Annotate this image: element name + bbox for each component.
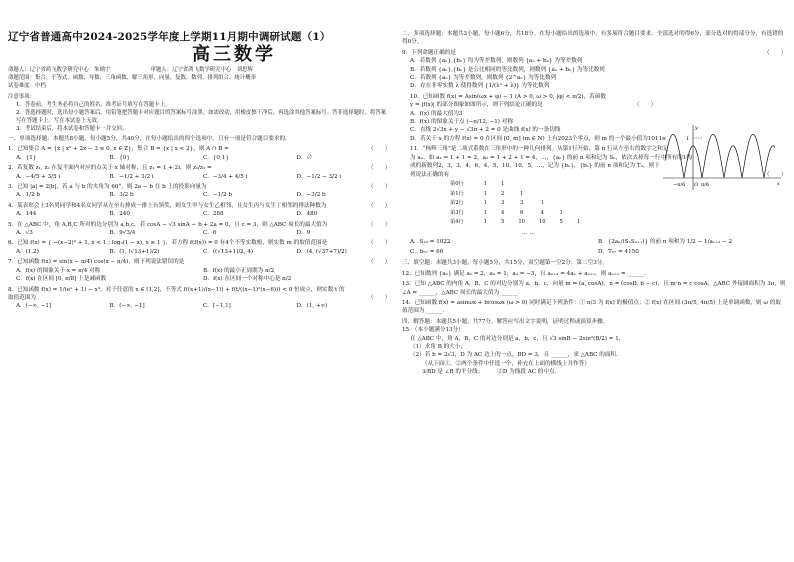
answer-paren: （ ） bbox=[368, 184, 391, 191]
triangle-cell: 1 bbox=[576, 219, 581, 226]
answer-paren: （ ） bbox=[764, 171, 787, 178]
section-title: 二、多项选择题：本题共3小题，每小题6分，共18分。在每小题给出的选项中，有多项符合题目要求。全部选对的得6分，部分选对的得部分分，有选错的得0分。 bbox=[402, 31, 784, 46]
triangle-cell: 5 bbox=[501, 219, 505, 226]
triangle-cell bbox=[571, 210, 586, 218]
question-4 bbox=[8, 202, 390, 219]
question-15-part: （1）求角 B 的大小； bbox=[410, 343, 466, 350]
option-a: A．f(x) 的最大值为3 bbox=[410, 110, 463, 117]
option-d: D．T₅₇ = 4150 bbox=[598, 249, 639, 256]
question-stem: 5．在 △ABC 中，角 A,B,C 所对的边分别为 a,b,c，若 cosA − √3 sinA − b + 2a = 0，且 c = 3，则 △ABC 周长的最大值为 bbox=[8, 221, 328, 228]
section-title: 三、填空题：本题共3小题，每小题5分，共15分，双空题第一空2分，第二空3分。 bbox=[402, 260, 608, 267]
option-d: D．−3/2 b bbox=[296, 192, 326, 199]
question-stem: 8．已知函数 f(x) = 1/(eˣ + 1) − x³，对于任意的 x ∈ (1,2]，不等式 f((x+1)/(x−1)) + f(t/((x−1)²(x−6))) < 0 恒成立，则实数 t 的 bbox=[8, 286, 345, 293]
answer-paren: （ ） bbox=[764, 49, 787, 56]
option-d: D．(4, (√37+7)/2) bbox=[296, 248, 347, 255]
option-a: A．{1} bbox=[16, 154, 37, 161]
question-stem: 7．已知函数 f(x) = sin(x − π/4) cos(x − π/4)，则下列说法错误的是 bbox=[8, 259, 185, 266]
option-c: C．6 bbox=[203, 230, 217, 237]
triangle-cell bbox=[571, 181, 586, 189]
question-15-conditions: ①BD 是 ∠B 的平分线； ②D 为线段 AC 的中点． bbox=[422, 369, 561, 376]
option-c: C．直线 2√3x + y − √3π + 2 = 0 是曲线 f(x) 的一条切线 bbox=[410, 127, 561, 134]
yanghui-triangle bbox=[442, 179, 588, 229]
question-8 bbox=[8, 286, 390, 311]
option-d: D．(1, +∞) bbox=[296, 303, 328, 310]
section-solutions bbox=[402, 318, 786, 377]
triangle-cell: 4 bbox=[540, 209, 544, 216]
option-d: D．∅ bbox=[296, 154, 313, 161]
option-a: A．√3 bbox=[16, 230, 33, 237]
question-stem: 4．某表彰会上3名男同学和4名女同学从左至右排成一排上台领奖，则女生甲与女生乙相邻，且女生丙与女生丁相邻的排法种数为 bbox=[8, 202, 327, 209]
answer-paren: （ ） bbox=[368, 259, 391, 266]
abs-sine-graph bbox=[659, 122, 787, 194]
question-2 bbox=[8, 164, 390, 181]
note-item: 3．考试结束后，将本试卷和答题卡一并交回。 bbox=[16, 126, 128, 132]
question-stem: 10．已知函数 f(x) = Asin(ωx + φ) − 1 (A > 0, ω > 0, |φ| < π/2)，若函数 bbox=[410, 93, 606, 100]
question-5 bbox=[8, 221, 390, 238]
question-stem: 11．“杨辉三角”是二项式系数在三角形中的一种几何排列。从第1行开始，第 n 行从左至右的数字之和记 bbox=[410, 146, 669, 153]
question-stem-cont: 列说法正确的有 bbox=[410, 171, 450, 178]
option-a: A．若数列 {aₙ},{bₙ} 均为等差数列，则数列 {aₙ + bₙ} 为等差数列 bbox=[410, 58, 583, 65]
triangle-cell: 1 bbox=[483, 190, 487, 197]
triangle-cell: 1 bbox=[540, 200, 544, 207]
option-b: B．f(x) 的最小正周期为 π/2 bbox=[203, 267, 275, 274]
triangle-cell bbox=[533, 191, 552, 199]
author-line: 命题人：辽宁省鸿飞数学研究中心 朱勋宇 bbox=[8, 67, 111, 73]
section-multiple-choice bbox=[402, 30, 786, 257]
triangle-cell bbox=[512, 181, 531, 189]
triangle-cell: 6 bbox=[519, 209, 524, 216]
question-6 bbox=[8, 239, 390, 256]
option-a: A．(−∞, −1] bbox=[16, 303, 52, 310]
option-b: B．−1/2 + 3/2 i bbox=[109, 173, 154, 180]
x-tick-label: −π/6 bbox=[673, 182, 686, 188]
y-tick-label: 1 bbox=[686, 136, 690, 142]
x-axis-label: x bbox=[777, 181, 780, 187]
option-a: A．−4/5 + 3/5 i bbox=[16, 173, 61, 180]
note-item: 1．答卷前，考生务必将自己的姓名、准考证号填写在答题卡上。 bbox=[16, 102, 171, 108]
option-b: B．{2aₙ/(SₙSₙ₊₁)} 的前 n 项和为 1/2 − 1/aₙ₊₂ − 2 bbox=[598, 239, 733, 246]
meta-row bbox=[8, 66, 390, 74]
option-b: B．(1, (√13+1)/2) bbox=[109, 248, 160, 255]
triangle-cell: 1 bbox=[501, 180, 505, 187]
left-column bbox=[8, 30, 390, 311]
triangle-cell bbox=[571, 200, 586, 208]
option-d: D．9 bbox=[296, 230, 311, 237]
triangle-cell bbox=[554, 181, 569, 189]
triangle-cell bbox=[571, 191, 586, 199]
triangle-cell: 3 bbox=[519, 200, 524, 207]
answer-paren: （ ） bbox=[368, 221, 391, 228]
option-c: C．[−1,1] bbox=[203, 303, 231, 310]
option-c: C．−3/4 + 4/5 i bbox=[203, 173, 248, 180]
option-a: A．(1,2) bbox=[16, 248, 39, 255]
exam-meta bbox=[8, 66, 390, 90]
note-item: 2．答选择题时，选出每小题答案后，用铅笔把答题卡对应题目的答案标号涂黑。如需改动，用橡皮擦干净后，再选涂其他答案标号。答非选择题时，将答案写在答题卡上。写在本试卷上无效。 bbox=[16, 110, 386, 124]
option-d: D．−1/2 − 3/2 i bbox=[296, 173, 342, 180]
answer-paren: （ ） bbox=[368, 240, 391, 247]
question-15-stem: 在 △ABC 中，角 A，B，C 的对边分别是 a，b，c，且 √3 sinB − 2sin²(B/2) = 1． bbox=[410, 335, 625, 342]
question-9 bbox=[402, 49, 786, 91]
triangle-cell: 1 bbox=[483, 209, 487, 216]
option-d: D．若关于 x 的方程 f(x) = 0 在区间 [0, m] (m ∈ N) 上有2023个零点，则 m 的一个最小值为1011π bbox=[410, 135, 666, 142]
right-column bbox=[402, 30, 786, 377]
exam-subject: 高三数学 bbox=[192, 44, 276, 65]
difficulty-line: 试卷难度：中档 bbox=[8, 83, 46, 89]
question-13: 13．已知 △ABC 的内角 A，B，C 的对边分别为 a，b，c，向量 m = (a, cosA)，n = (cosB, b − c)，且 m·n = c·cosA，△ABC 外接圆面积为 3π，则 ∠A = ______，△ABC 周长的最大值为 ______． bbox=[402, 281, 786, 296]
question-stem-cont: 取值范围为 bbox=[8, 294, 36, 301]
triangle-cell: 5 bbox=[559, 219, 563, 226]
triangle-cell bbox=[554, 200, 569, 208]
triangle-row bbox=[444, 219, 586, 227]
notes-title: 注意事项： bbox=[8, 94, 35, 100]
answer-paren: （ ） bbox=[368, 165, 391, 172]
row-label: 第4行 bbox=[450, 219, 464, 226]
option-c: C．288 bbox=[203, 211, 224, 218]
section-fill-in bbox=[402, 259, 786, 315]
triangle-cell bbox=[533, 181, 552, 189]
section-title: 四、解答题：本题共5小题，共77分。解答应写出文字说明，证明过程或演算步骤。 bbox=[402, 318, 609, 325]
row-label: 第2行 bbox=[450, 200, 464, 207]
answer-paren: （ ） bbox=[368, 294, 391, 301]
option-d: D．存在非零实数 λ 使得数列 {1/(λⁿ + λ)} 为等比数列 bbox=[410, 83, 550, 90]
question-stem: 9．下列命题正确的是 bbox=[402, 49, 456, 56]
option-b: B．f(x) 的图象关于点 (−π/12, −1) 对称 bbox=[410, 119, 513, 126]
row-label: 第3行 bbox=[450, 209, 464, 216]
section-title: 一、单项选择题：本题共8小题，每小题5分，共40分，在每小题给出的四个选项中，只有一项是符合题目要求的。 bbox=[8, 136, 291, 142]
option-c: C．b₅₇ = 66 bbox=[410, 249, 444, 256]
row-label: 第1行 bbox=[450, 190, 464, 197]
question-14: 14．已知函数 f(x) = asinωx + bcosωx (ω > 0) 同时满足下列条件：① π/3 为 f(x) 的极值点；② f(x) 在区间 (3π/5, 4π/5) 上是单调函数，则 ω 的取值范围为 ______． bbox=[402, 299, 781, 315]
exam-title: 辽宁省普通高中2024-2025学年度上学期11月期中调研试题（1） bbox=[8, 31, 331, 43]
triangle-row bbox=[444, 181, 586, 189]
triangle-cell: 1 bbox=[483, 219, 487, 226]
option-c: C．f(x) 在区间 [0, π/8] 上是减函数 bbox=[16, 276, 107, 283]
question-stem-cont: 成的新数列2，3，3，4，6，4，5，10，10，5，…，记为 {bₙ}，{bₙ} 的前 n 项和记为 Tₙ，则下 bbox=[410, 163, 660, 170]
option-b: B．{0} bbox=[109, 154, 130, 161]
reviewer-line: 审题人：辽宁省鸿飞数学研究中心 刘思辉 bbox=[150, 67, 253, 73]
option-c: C．((√13+1)/2, 4) bbox=[203, 248, 254, 255]
triangle-cell: 3 bbox=[501, 200, 505, 207]
option-b: B．9√3/4 bbox=[109, 230, 136, 237]
triangle-cell: 10 bbox=[538, 219, 546, 226]
question-stem-cont: 为 aₙ，如 a₁ = 1 + 1 = 2，a₂ = 1 + 2 + 1 = 4，…，{aₙ} 的前 n 项和记为 Sₙ，依次去掉每一行中所有的1构 bbox=[410, 154, 692, 161]
answer-paren: （ ） bbox=[368, 202, 391, 209]
question-15-hint: （从下面①，②两个条件中任选一个，补充在上面的横线上并作答） bbox=[422, 360, 590, 367]
triangle-cell: 1 bbox=[483, 200, 487, 207]
option-b: B．240 bbox=[109, 211, 130, 218]
triangle-cell: 10 bbox=[518, 219, 525, 226]
question-1 bbox=[8, 145, 390, 162]
option-a: A．1/2 b bbox=[16, 192, 40, 199]
question-stem: 6．已知 f(x) = { −(x−2)² + 1, x < 1 ; log₂(1 − x), x ≥ 1 }，若方程 f(f(x)) = 0 有4个不等实数根，则实数 m 的取值范围是 bbox=[8, 240, 328, 247]
question-stem: 2．若复数 z₁, z₂ 在复平面内对应的点关于 x 轴对称，且 z₁ = 1 + 2i，则 z₁/z₂ = bbox=[8, 165, 212, 172]
notes bbox=[8, 93, 390, 133]
triangle-cell: 2 bbox=[501, 190, 505, 197]
triangle-cell bbox=[554, 191, 569, 199]
question-3 bbox=[8, 183, 390, 200]
triangle-row bbox=[444, 210, 586, 218]
y-axis-label: y bbox=[695, 125, 698, 131]
option-a: A．f(x) 的图象关于 x = π/4 对称 bbox=[16, 267, 101, 274]
option-c: C．若数列 {aₙ} 为等差数列，则数列 {2^aₙ} 为等比数列 bbox=[410, 75, 557, 82]
triangle-cell: 1 bbox=[483, 180, 487, 187]
triangle-cell: 4 bbox=[501, 209, 505, 216]
option-c: C．−1/2 b bbox=[203, 192, 232, 199]
option-a: A．S₁₀ = 1022 bbox=[410, 239, 451, 246]
triangle-cell: 1 bbox=[559, 209, 563, 216]
answer-paren: （ ） bbox=[634, 102, 657, 109]
option-b: B．3/2 b bbox=[109, 192, 134, 199]
triangle-ellipsis: … … bbox=[522, 229, 535, 236]
scope-line: 命题范围：集合、不等式、函数、导数、三角函数、解三角形、向量、复数、数列、排列组合、统计概率 bbox=[8, 75, 256, 81]
question-7 bbox=[8, 258, 390, 283]
option-c: C．{0,1} bbox=[203, 154, 229, 161]
question-12: 12．已知数列 {aₙ} 满足 a₁ = 2，a₂ = 1，a₃ = −3，且 aₙ₊₃ = 4aₙ + aₙ₊₁，则 aₙ₊₁ = ______． bbox=[402, 270, 650, 277]
option-b: B．(−∞, −1] bbox=[109, 303, 145, 310]
triangle-row bbox=[444, 191, 586, 199]
triangle-cell: 1 bbox=[519, 190, 524, 197]
option-a: A．144 bbox=[16, 211, 37, 218]
question-stem-cont: y = |f(x)| 的部分图象如图所示，则下列结论正确的是 bbox=[410, 102, 543, 109]
question-15-head: 15．（本小题满分13分） bbox=[402, 327, 464, 334]
question-stem: 1．已知集合 A = {x | x² + 2x − 3 ≤ 0, x ∈ Z}，集合 B = {x | x < 2}，则 A ∩ B = bbox=[8, 146, 229, 153]
question-15-part: （2）若 b = 2√3，D 为 AC 边上的一点，BD = 3，且 ______，求 △ABC 的面积． bbox=[410, 352, 622, 359]
section-single-choice bbox=[8, 135, 390, 311]
row-label: 第0行 bbox=[450, 180, 464, 187]
question-stem: 3．已知 |a| = 2|b|，若 a 与 b 的夹角为 60°，则 2a − b 在 b 上的投影向量为 bbox=[8, 184, 207, 191]
option-b: B．若数列 {aₙ},{bₙ} 是公比相同的等比数列，则数列 {aₙ + bₙ} 为等比数列 bbox=[410, 66, 605, 73]
x-tick-label: π/6 bbox=[701, 182, 710, 188]
option-d: D．480 bbox=[296, 211, 318, 218]
graph-curve bbox=[665, 134, 775, 177]
answer-paren: （ ） bbox=[368, 146, 391, 153]
option-d: D．f(x) 在区间一个对称中心是 π/2 bbox=[203, 276, 292, 283]
origin-label: O bbox=[694, 182, 699, 188]
triangle-row bbox=[444, 200, 586, 208]
